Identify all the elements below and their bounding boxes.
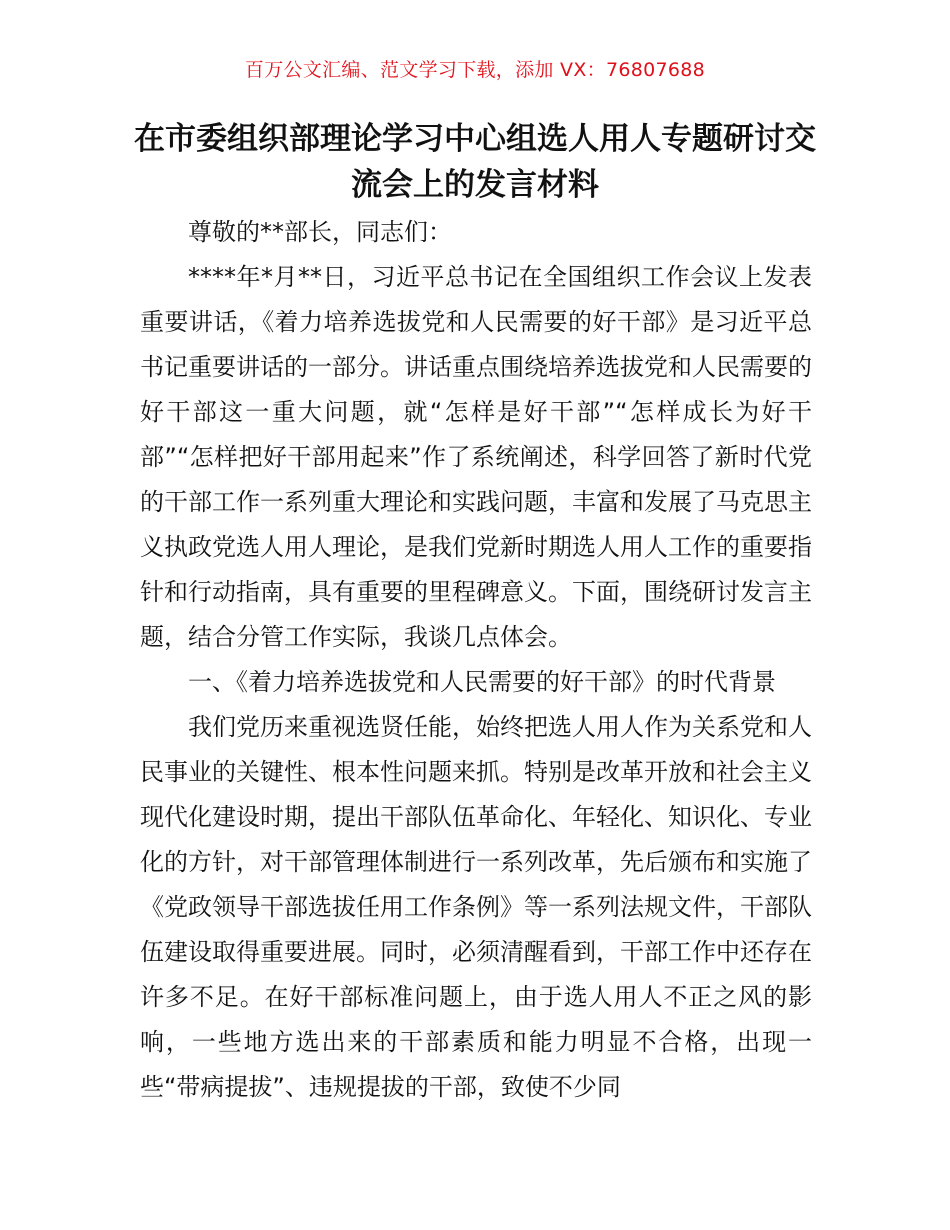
promo-header: 百万公文汇编、范文学习下载，添加 VX：76807688 <box>244 59 706 81</box>
intro-paragraph: ****年*月**日，习近平总书记在全国组织工作会议上发表重要讲话，《着力培养选拔党和人民需要的好干部》是习近平总书记重要讲话的一部分。讲话重点围绕培养选拔党和人民需要的好干部这一重大问题，就“怎样是好干部”“怎样成长为好干部”“怎样把好干部用起来”作了系统阐述，科学回答了新时代党的干部工作一系列重大理论和实践问题，丰富和发展了马克思主义执政党选人用人理论，是我们党新时期选人用人工作的重要指针和行动指南，具有重要的里程碑意义。下面，围绕研讨发言主题，结合分管工作实际，我谈几点体会。 <box>140 263 812 651</box>
section-heading: 一、《着力培养选拔党和人民需要的好干部》的时代背景 <box>188 668 776 696</box>
body-paragraph: 我们党历来重视选贤任能，始终把选人用人作为关系党和人民事业的关键性、根本性问题来抓。特别是改革开放和社会主义现代化建设时期，提出干部队伍革命化、年轻化、知识化、专业化的方针，对干部管理体制进行一系列改革，先后颁布和实施了《党政领导干部选拔任用工作条例》等一系列法规文件，干部队伍建设取得重要进展。同时，必须清醒看到，干部工作中还存在许多不足。在好干部标准问题上，由于选人用人不正之风的影响，一些地方选出来的干部素质和能力明显不合格，出现一些“带病提拔”、违规提拔的干部，致使不少同 <box>140 713 812 1101</box>
salutation-paragraph: 尊敬的**部长，同志们： <box>188 218 452 246</box>
document-title: 在市委组织部理论学习中心组选人用人专题研讨交流会上的发言材料 <box>134 121 816 203</box>
document-body <box>140 210 812 1110</box>
